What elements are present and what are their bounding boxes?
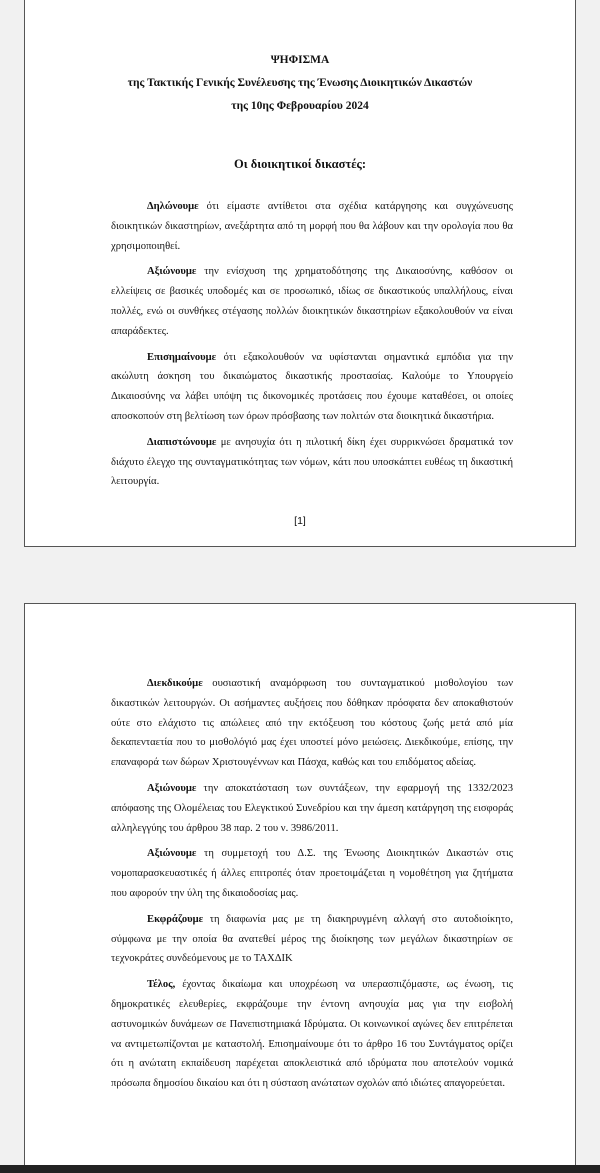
paragraph-keyword: Δηλώνουμε <box>147 201 199 212</box>
paragraph-text: ουσιαστική αναμόρφωση του συνταγματικού μισθολογίου των δικαστικών λειτουργών. Οι ασήμαντες αυξήσεις που δόθηκαν πρόσφατα δεν αποκαθιστούν ούτε στο ελάχιστο τις απώλειες από την εκτόξευση του κόστους ζωής μετά από μία δεκαπενταετία που το μισθολόγιό μας έχει υποστεί μόνο μειώσεις. Διεκδικούμε, επίσης, την επαναφορά των δώρων Χριστουγέννων και Πάσχα, καθώς και του επιδόματος αδείας. <box>111 678 513 769</box>
bottom-bar <box>0 1165 600 1173</box>
section-subtitle: Οι διοικητικοί δικαστές: <box>234 157 366 171</box>
paragraph-text: την ενίσχυση της χρηματοδότησης της Δικαιοσύνης, καθόσον οι ελλείψεις σε βασικές υποδομές και σε προσωπικό, ιδίως σε δικαστικούς υπαλλήλους, είναι πολλές, ενώ οι συνθήκες στέγασης πολλών διοικητικών δικαστηρίων εξακολουθούν να είναι απαράδεκτες. <box>111 266 513 337</box>
paragraph-text: ότι είμαστε αντίθετοι στα σχέδια κατάργησης και συγχώνευσης διοικητικών δικαστηρίων, ανεξάρτητα από τη μορφή που θα λάβουν και την ορολογία που θα χρησιμοποιηθεί. <box>111 201 513 252</box>
paragraph-text: τη συμμετοχή του Δ.Σ. της Ένωσης Διοικητικών Δικαστών στις νομοπαρασκευαστικές ή άλλες επιτροπές όταν προετοιμάζεται η νομοθέτηση για ζητήματα που αφορούν την ύλη της δικαιοδοσίας μας. <box>111 848 513 899</box>
document-page-1 <box>24 0 576 547</box>
paragraph <box>111 844 513 903</box>
paragraph-keyword: Τέλος, <box>147 979 176 991</box>
paragraph <box>111 975 513 1094</box>
page-2-body <box>111 674 513 1100</box>
paragraph <box>111 197 513 256</box>
paragraph <box>111 674 513 773</box>
document-page-2 <box>24 603 576 1165</box>
paragraph-text: έχοντας δικαίωμα και υποχρέωση να υπερασπιζόμαστε, ως ένωση, τις δημοκρατικές ελευθερίες, εκφράζουμε την έντονη ανησυχία μας για την εισβολή αστυνομικών δυνάμεων σε Πανεπιστημιακά Ιδρύματα. Οι κοινωνικοί αγώνες δεν επιτρέπεται να αντιμετωπίζονται με καταστολή. Επισημαίνουμε ότι το άρθρο 16 του Συντάγματος ορίζει ότι η ανώτατη εκπαίδευση παρέχεται αποκλειστικά από ιδρύματα που αποτελούν νομικά πρόσωπα δημοσίου δικαίου και ότι η σύσταση ανώτατων σχολών από ιδιώτες απαγορεύεται. <box>111 979 513 1090</box>
paragraph-text: με ανησυχία ότι η πιλοτική δίκη έχει συρρικνώσει δραματικά τον διάχυτο έλεγχο της συνταγματικότητας των νόμων, κάτι που υποσκάπτει ευθέως τη δικαστική λειτουργία. <box>111 436 513 488</box>
paragraph <box>111 910 513 969</box>
page-number: [1] <box>294 515 306 527</box>
paragraph-keyword: Αξιώνουμε <box>147 266 197 278</box>
paragraph-text: τη διαφωνία μας με τη διακηρυγμένη αλλαγή στο αυτοδιοίκητο, σύμφωνα με την οποία θα ανατεθεί μέρος της διοίκησης των μεγάλων δικαστηρίων σε τεχνοκράτες συνδεόμενους με το ΤΑΧΔΙΚ <box>111 913 513 965</box>
paragraph-keyword: Αξιώνουμε <box>147 848 197 860</box>
page-1-body <box>111 197 513 498</box>
assembly-line: της Τακτικής Γενικής Συνέλευσης της Ένωσης Διοικητικών Δικαστών <box>127 77 473 89</box>
page-gap <box>0 548 600 603</box>
paragraph <box>111 348 513 427</box>
paragraph-keyword: Διεκδικούμε <box>147 678 203 689</box>
paragraph <box>111 779 513 838</box>
resolution-header <box>25 49 575 118</box>
date-line: της 10ης Φεβρουαρίου 2024 <box>231 100 369 112</box>
paragraph-keyword: Εκφράζουμε <box>147 913 204 925</box>
resolution-title: ΨΗΦΙΣΜΑ <box>270 54 330 66</box>
paragraph-text: ότι εξακολουθούν να υφίστανται σημαντικά εμπόδια για την ακώλυτη άσκηση του δικαιώματος δικαστικής προστασίας. Καλούμε το Υπουργείο Δικαιοσύνης να λάβει υπόψη τις δικονομικές προτάσεις που έχουμε καταθέσει, οι οποίες αποσκοπούν στη βελτίωση των όρων πρόσβασης των πολιτών στα διοικητικά δικαστήρια. <box>111 351 513 422</box>
paragraph <box>111 262 513 341</box>
paragraph-keyword: Αξιώνουμε <box>147 782 197 794</box>
paragraph-keyword: Διαπιστώνουμε <box>147 436 217 448</box>
paragraph <box>111 433 513 492</box>
paragraph-keyword: Επισημαίνουμε <box>147 351 217 363</box>
paragraph-text: την αποκατάσταση των συντάξεων, την εφαρμογή της 1332/2023 απόφασης της Ολομέλειας του Ελεγκτικού Συνεδρίου και την άμεση κατάργηση της εισφοράς αλληλεγγύης του άρθρου 38 παρ. 2 του ν. 3986/2011. <box>111 782 513 834</box>
